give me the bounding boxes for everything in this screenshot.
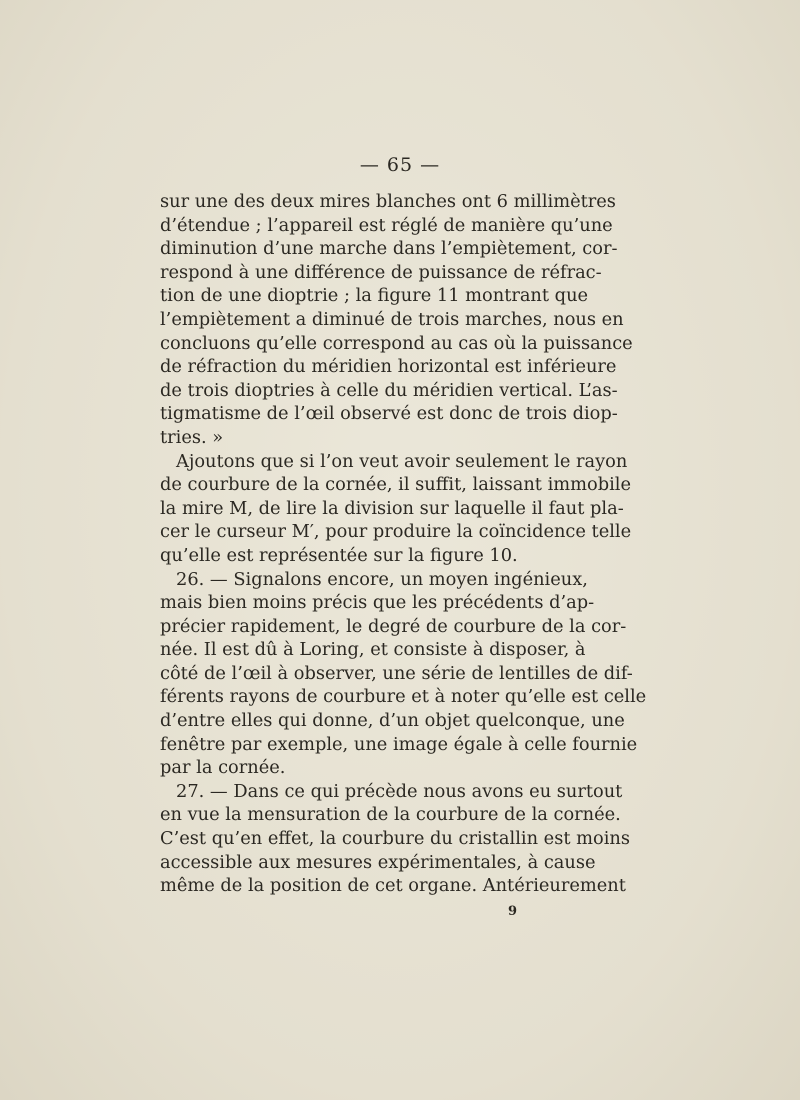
text-line: concluons qu’elle correspond au cas où la puissance [160,332,633,354]
text-line: de réfraction du méridien horizontal est inférieure [160,356,617,378]
text-line: née. Il est dû à Loring, et consiste à disposer, à [160,639,586,661]
text-line: précier rapidement, le degré de courbure de la cor- [160,615,627,637]
text-line: férents rayons de courbure et à noter qu’elle est celle [160,686,647,708]
text-line: 26. — Signalons encore, un moyen ingénieux, [176,568,588,590]
text-line: tries. » [160,426,224,448]
text-line: par la cornée. [160,757,286,779]
text-line: tion de une dioptrie ; la figure 11 montrant que [160,285,589,307]
text-line: même de la position de cet organe. Antérieurement [160,875,626,897]
text-line: cer le curseur M′, pour produire la coïncidence telle [160,521,632,543]
text-line: mais bien moins précis que les précédents d’ap- [160,592,595,614]
text-line: côté de l’œil à observer, une série de lentilles de dif- [160,662,633,684]
text-line: en vue la mensuration de la courbure de la cornée. [160,804,621,826]
text-line: l’empiètement a diminué de trois marches, nous en [160,308,624,330]
text-line: la mire M, de lire la division sur laquelle il faut pla- [160,497,624,519]
text-line: 27. — Dans ce qui précède nous avons eu surtout [176,780,623,802]
text-line: de trois dioptries à celle du méridien vertical. L’as- [160,379,618,401]
text-line: qu’elle est représentée sur la figure 10. [160,544,518,566]
signature-mark: 9 [508,904,518,919]
text-line: de courbure de la cornée, il suffit, laissant immobile [160,474,631,496]
text-line: diminution d’une marche dans l’empiètement, cor- [160,238,618,260]
text-line: tigmatisme de l’œil observé est donc de trois diop- [160,403,618,425]
text-line: sur une des deux mires blanches ont 6 millimètres [160,191,616,212]
text-line: d’étendue ; l’appareil est réglé de manière qu’une [160,214,613,236]
text-line: respond à une différence de puissance de réfrac- [160,261,602,283]
text-line: C’est qu’en effet, la courbure du cristallin est moins [160,828,630,850]
text-line: Ajoutons que si l’on veut avoir seulement le rayon [176,450,628,472]
page-number: — 65 — [359,154,441,176]
text-line: fenêtre par exemple, une image égale à celle fournie [160,733,638,755]
text-line: accessible aux mesures expérimentales, à cause [160,851,596,873]
body-text [160,190,647,898]
text-line: d’entre elles qui donne, d’un objet quelconque, une [160,710,625,732]
